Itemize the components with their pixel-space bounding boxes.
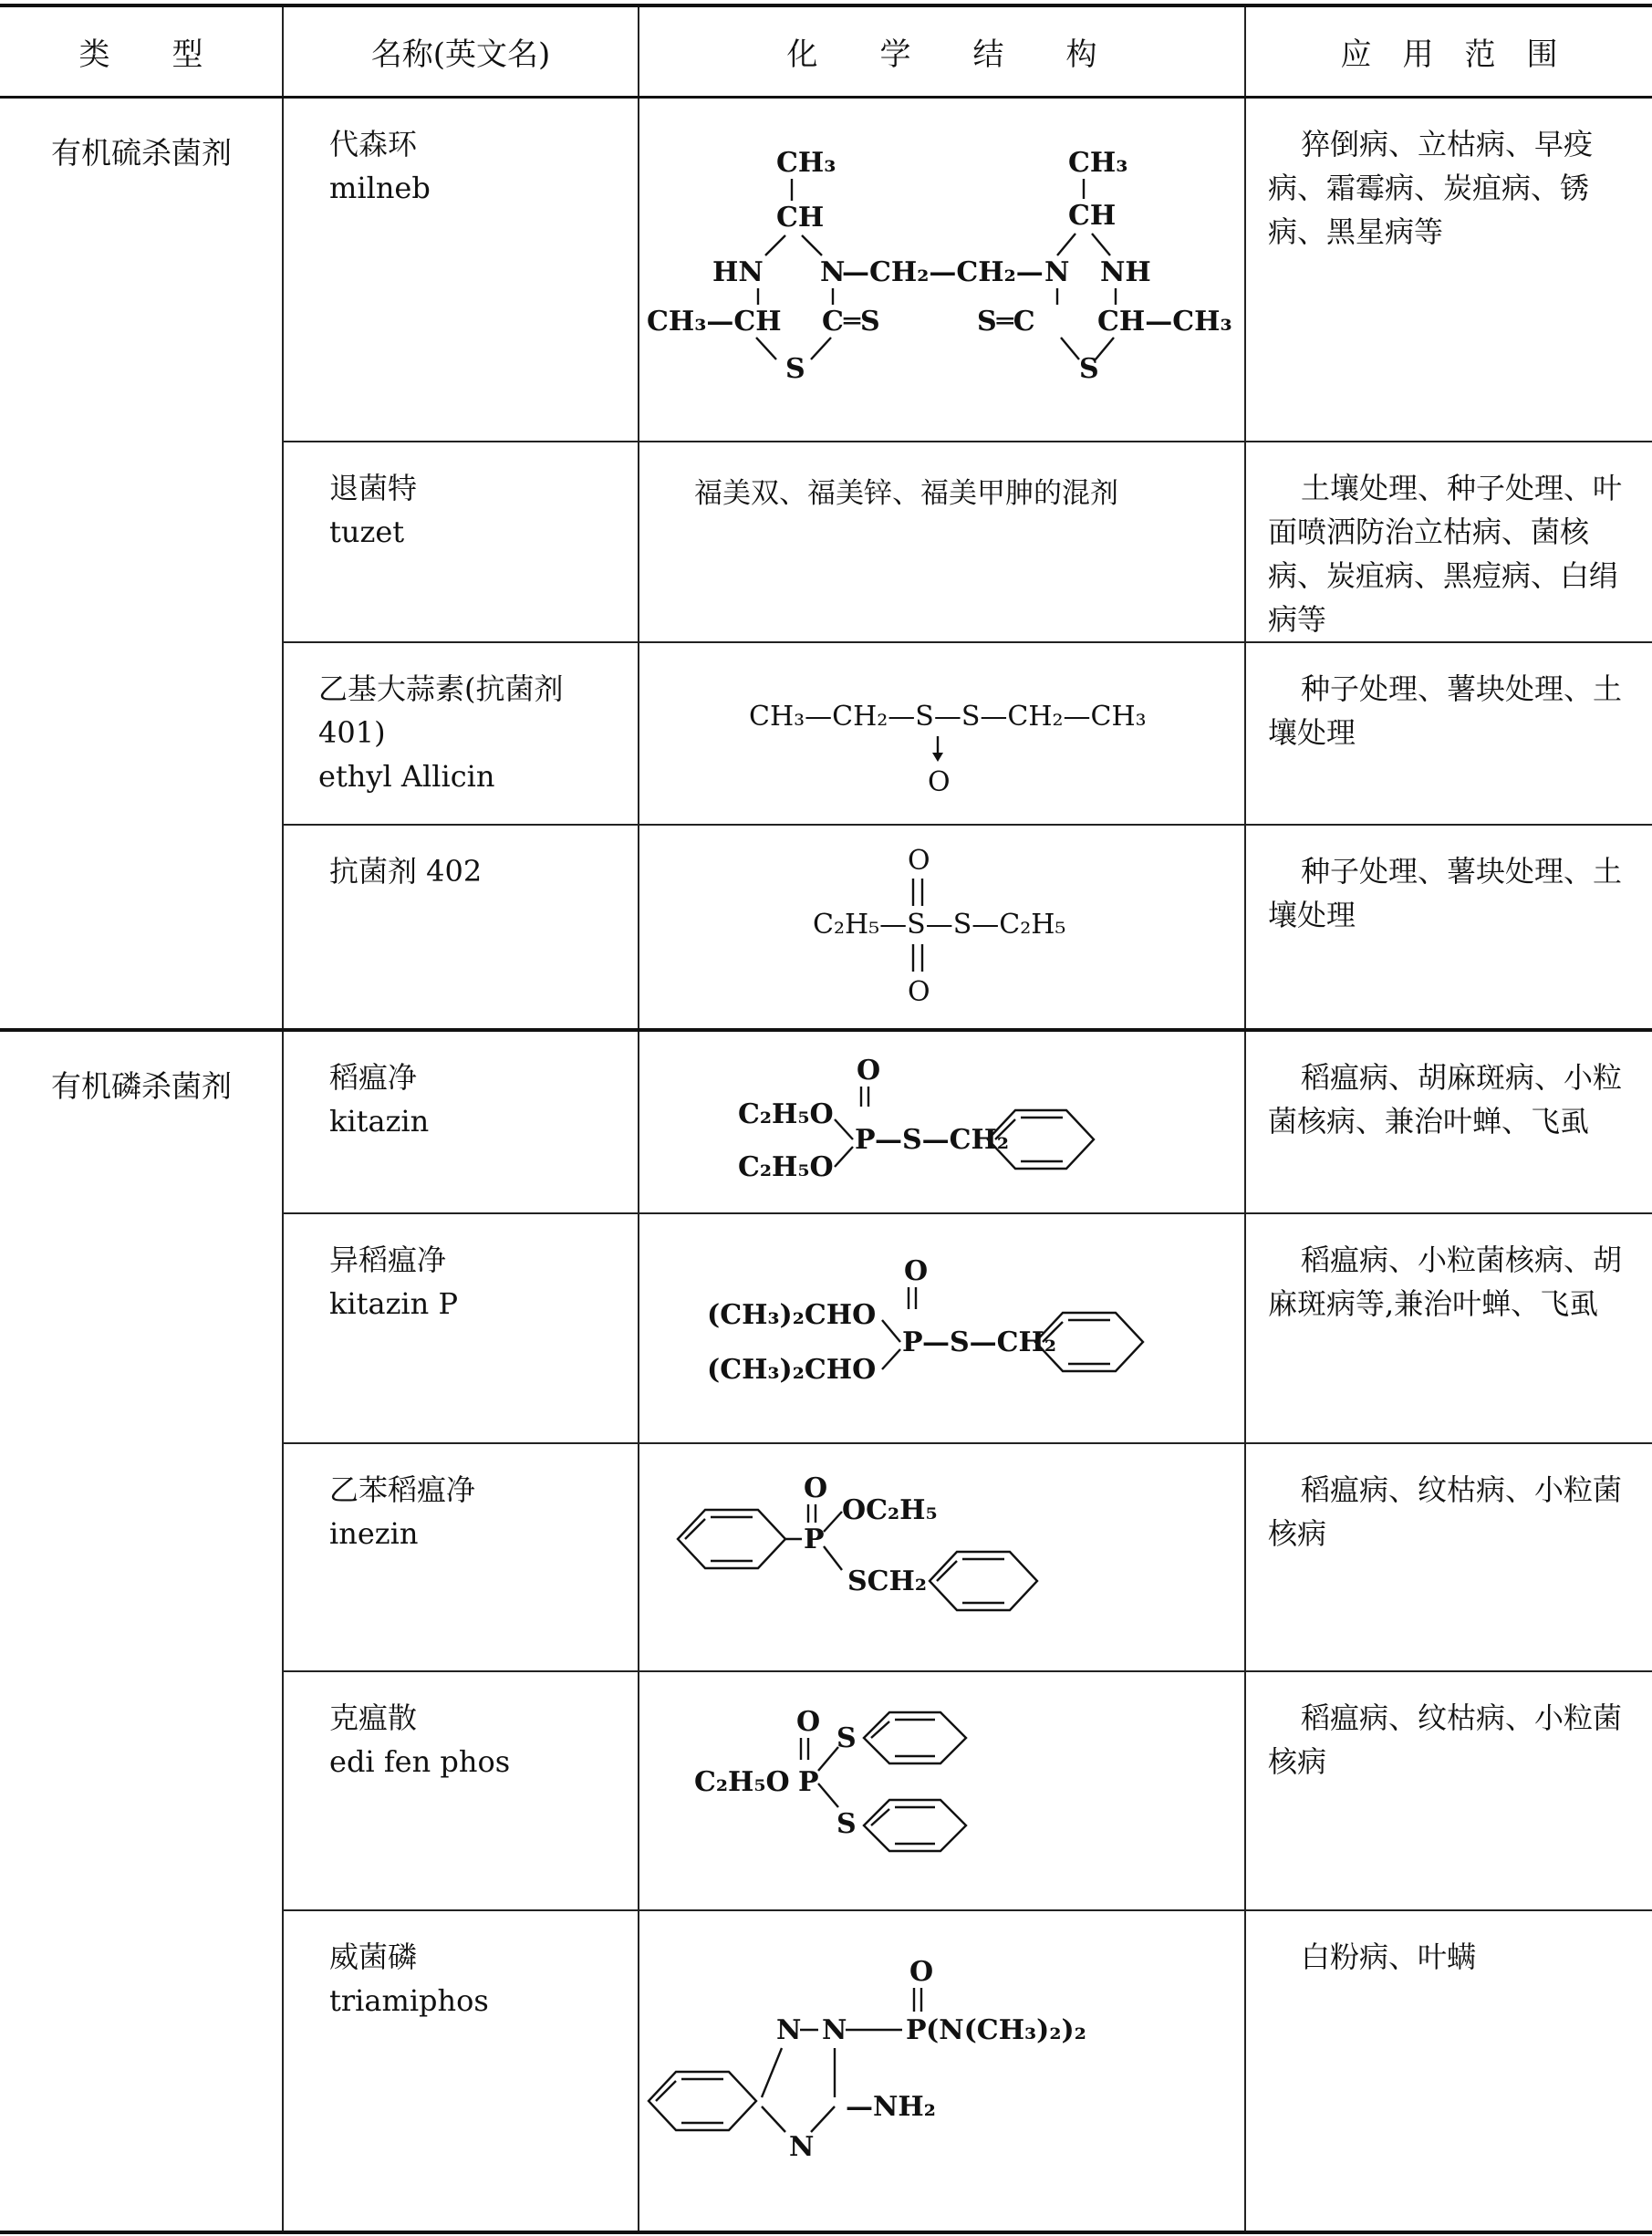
hn: HN: [712, 255, 764, 288]
c2h5o: C₂H₅O: [694, 1765, 790, 1798]
table-row: [0, 1030, 1652, 1213]
oxygen: O: [796, 1705, 821, 1738]
structure-text: 福美双、福美锌、福美甲胂的混剂: [639, 442, 1245, 642]
table-row: [0, 97, 1652, 442]
application-cell: 种子处理、薯块处理、土壤处理: [1245, 642, 1652, 825]
structure-cell: [639, 642, 1245, 825]
fungicide-table: [0, 4, 1652, 2234]
ch-left: CH: [776, 201, 825, 234]
sulfur-1: S: [836, 1721, 857, 1754]
structure-triamiphos: [639, 1911, 1246, 2231]
structure-cell: [639, 1443, 1245, 1671]
name-en: triamiphos: [329, 1982, 489, 2018]
chch3: CH—CH₃: [1097, 305, 1232, 338]
ch3-left-top: CH₃: [776, 146, 836, 179]
name-en: ethyl Allicin: [318, 758, 495, 794]
nh: NH: [1100, 255, 1151, 288]
structure-cell: [639, 97, 1245, 442]
name-cn: 乙苯稻瘟净: [329, 1472, 476, 1507]
dimethylamino: (N(CH₃)₂)₂: [926, 2013, 1086, 2046]
oxygen: O: [928, 765, 951, 798]
name-en: tuzet: [329, 514, 405, 549]
formula-main: CH₃—CH₂—S—S—CH₂—CH₃: [749, 700, 1147, 733]
structure-edifenphos: [639, 1672, 1246, 1909]
ch-right: CH: [1068, 199, 1117, 232]
header-structure: 化 学 结 构: [639, 5, 1245, 97]
chain: —CH₂—CH₂—: [842, 255, 1044, 288]
name-cn: 抗菌剂 402: [329, 853, 483, 889]
structure-402: [639, 826, 1246, 1028]
phosphorus: P: [804, 1523, 825, 1555]
application-cell: 土壤处理、种子处理、叶面喷洒防治立枯病、菌核病、炭疽病、黑痘病、白绢病等: [1245, 442, 1652, 642]
structure-cell: [639, 1671, 1245, 1910]
application-cell: 稻瘟病、小粒菌核病、胡麻斑病等,兼治叶蝉、飞虱: [1245, 1213, 1652, 1443]
tail: —S—CH₂: [922, 1326, 1057, 1358]
cs-left: C═S: [822, 305, 880, 338]
n-left: N: [820, 255, 846, 288]
ch3ch: CH₃—CH: [647, 305, 782, 338]
structure-cell: [639, 1030, 1245, 1213]
application-cell: 稻瘟病、纹枯病、小粒菌核病: [1245, 1671, 1652, 1910]
name-cn: 退菌特: [329, 470, 418, 505]
structure-ethyl-allicin: [639, 643, 1246, 824]
header-name: 名称(英文名): [283, 5, 639, 97]
s-left: S: [785, 352, 805, 385]
structure-milneb: [639, 99, 1246, 441]
structure-inezin: [639, 1444, 1246, 1670]
oxygen: O: [857, 1054, 881, 1087]
name-cell: [283, 642, 639, 825]
nh2: —NH₂: [846, 2090, 936, 2123]
oxygen: O: [904, 1254, 929, 1287]
application-cell: 稻瘟病、纹枯病、小粒菌核病: [1245, 1443, 1652, 1671]
name-cn: 代森环: [329, 126, 418, 161]
phosphorus: P: [855, 1123, 876, 1156]
ch3-right-top: CH₃: [1068, 146, 1128, 179]
name-cn: 乙基大蒜素(抗菌剂401): [318, 671, 564, 750]
application-cell: 猝倒病、立枯病、早疫病、霜霉病、炭疽病、锈病、黑星病等: [1245, 97, 1652, 442]
nitrogen-3: N: [789, 2130, 815, 2163]
phosphorus: P: [902, 1326, 923, 1358]
oxygen-bottom: O: [908, 975, 930, 1008]
header-type: 类 型: [0, 5, 283, 97]
name-cell: [283, 825, 639, 1030]
oxygen-top: O: [908, 844, 930, 877]
name-cn: 克瘟散: [329, 1700, 418, 1735]
r1: C₂H₅O: [738, 1097, 834, 1130]
name-cn: 威菌磷: [329, 1939, 418, 1974]
structure-cell: [639, 825, 1245, 1030]
name-cn: 异稻瘟净: [329, 1242, 447, 1277]
name-cell: [283, 1030, 639, 1213]
header-row: [0, 5, 1652, 97]
name-cell: [283, 442, 639, 642]
structure-cell: [639, 1910, 1245, 2232]
s-right: S: [1079, 352, 1099, 385]
header-application: 应 用 范 围: [1245, 5, 1652, 97]
oc2h5: OC₂H₅: [842, 1493, 938, 1526]
r2: C₂H₅O: [738, 1150, 834, 1183]
name-en: milneb: [329, 170, 431, 205]
application-cell: 稻瘟病、胡麻斑病、小粒菌核病、兼治叶蝉、飞虱: [1245, 1030, 1652, 1213]
sch2: SCH₂: [847, 1565, 928, 1597]
name-cell: [283, 1671, 639, 1910]
application-cell: 白粉病、叶螨: [1245, 1910, 1652, 2232]
nitrogen-1: N: [776, 2013, 802, 2046]
name-cell: [283, 97, 639, 442]
phosphorus: P: [798, 1765, 819, 1798]
r2: (CH₃)₂CHO: [707, 1353, 877, 1386]
name-cn: 稻瘟净: [329, 1059, 418, 1095]
name-cell: [283, 1443, 639, 1671]
nitrogen-2: N: [822, 2013, 847, 2046]
oxygen: O: [804, 1472, 828, 1504]
formula-main: C₂H₅—S—S—C₂H₅: [813, 908, 1066, 941]
name-cell: [283, 1910, 639, 2232]
application-cell: 种子处理、薯块处理、土壤处理: [1245, 825, 1652, 1030]
structure-cell: [639, 1213, 1245, 1443]
structure-kitazin: [639, 1032, 1246, 1212]
phosphorus: P: [906, 2013, 927, 2046]
sulfur-2: S: [836, 1807, 857, 1840]
name-en: inezin: [329, 1515, 419, 1551]
name-en: kitazin: [329, 1103, 430, 1139]
sc-right: S═C: [977, 305, 1035, 338]
group-type-phosphorus: 有机磷杀菌剂: [0, 1030, 283, 2232]
name-en: kitazin P: [329, 1285, 458, 1321]
n-right: N: [1044, 255, 1070, 288]
name-cell: [283, 1213, 639, 1443]
r1: (CH₃)₂CHO: [707, 1298, 877, 1331]
tail: —S—CH₂: [875, 1123, 1010, 1156]
oxygen: O: [909, 1955, 934, 1988]
group-type-sulfur: 有机硫杀菌剂: [0, 97, 283, 1030]
name-en: edi fen phos: [329, 1743, 511, 1779]
structure-kitazin-p: [639, 1214, 1246, 1442]
